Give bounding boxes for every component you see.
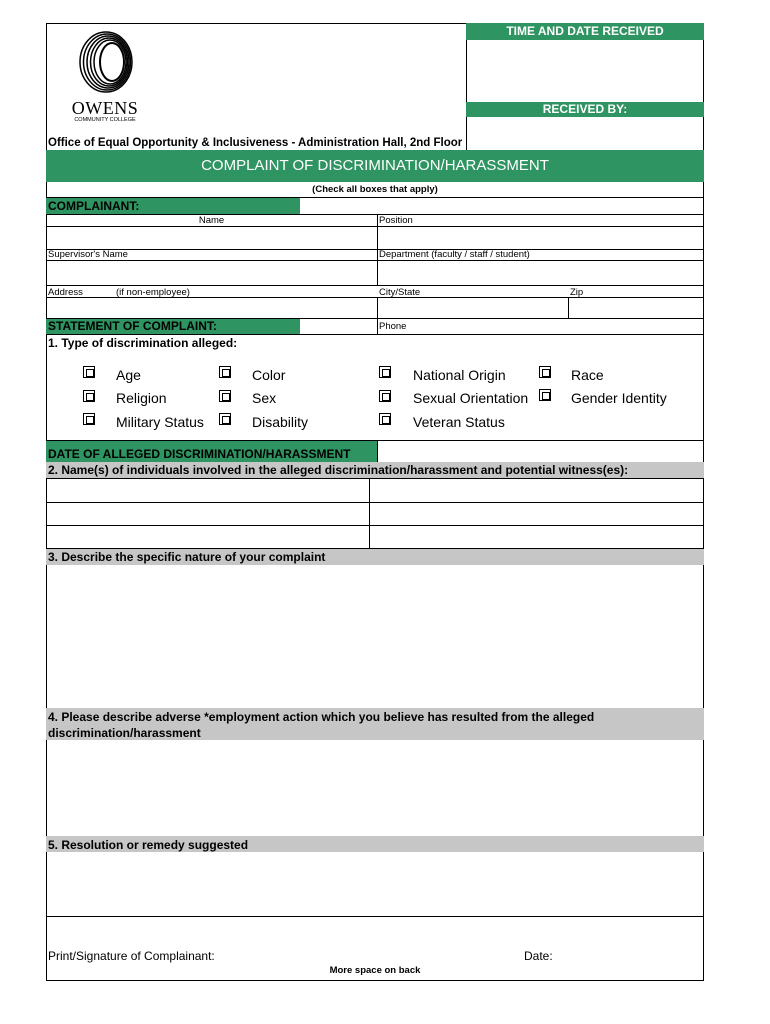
address-label: Address: [48, 287, 83, 298]
city-state-field[interactable]: [378, 298, 567, 318]
owens-logo-mark: [74, 28, 142, 96]
question-1: 1. Type of discrimination alleged:: [48, 336, 238, 350]
sex-checkbox[interactable]: [219, 390, 231, 402]
option-religion: Religion: [116, 390, 167, 406]
date-label: Date:: [524, 949, 553, 963]
zip-field[interactable]: [569, 298, 703, 318]
logo-subtitle: COMMUNITY COLLEGE: [74, 117, 136, 123]
disability-checkbox[interactable]: [219, 413, 231, 425]
department-field[interactable]: [378, 261, 703, 285]
time-received-field[interactable]: [466, 40, 704, 102]
witness-field-1[interactable]: [47, 479, 368, 501]
question-4-line1: 4. Please describe adverse *employment action which you believe has resulted from the alleged: [48, 710, 595, 724]
position-field[interactable]: [378, 227, 703, 249]
age-checkbox[interactable]: [83, 366, 95, 378]
adverse-action-field[interactable]: [47, 741, 703, 836]
complainant-heading: COMPLAINANT:: [46, 198, 300, 214]
signature-label: Print/Signature of Complainant:: [48, 949, 215, 963]
veteran-status-checkbox[interactable]: [379, 413, 391, 425]
national-origin-checkbox[interactable]: [379, 366, 391, 378]
military-status-checkbox[interactable]: [83, 413, 95, 425]
gender-identity-checkbox[interactable]: [539, 389, 551, 401]
logo-wordmark: OWENS: [71, 98, 139, 118]
question-4-line2: discrimination/harassment: [48, 726, 201, 740]
address-note: (if non-employee): [116, 287, 190, 298]
check-instruction: (Check all boxes that apply): [312, 184, 438, 195]
office-line: Office of Equal Opportunity & Inclusiveness - Administration Hall, 2nd Floor: [48, 137, 463, 149]
statement-heading: STATEMENT OF COMPLAINT:: [46, 319, 300, 334]
received-by-field[interactable]: [466, 117, 704, 150]
witness-field-2[interactable]: [370, 479, 703, 501]
name-label: Name: [198, 215, 225, 226]
witness-field-3[interactable]: [47, 503, 368, 525]
name-field[interactable]: [47, 227, 376, 249]
option-gender-identity: Gender Identity: [571, 390, 667, 406]
witness-field-6[interactable]: [370, 526, 703, 548]
signature-field[interactable]: [226, 944, 516, 964]
department-label: Department (faculty / staff / student): [379, 249, 530, 260]
supervisor-field[interactable]: [47, 261, 376, 285]
option-veteran-status: Veteran Status: [413, 414, 505, 430]
option-color: Color: [252, 367, 286, 383]
option-national-origin: National Origin: [413, 367, 506, 383]
position-label: Position: [379, 215, 413, 226]
option-disability: Disability: [252, 414, 309, 430]
phone-field[interactable]: [378, 319, 703, 334]
time-received-label: TIME AND DATE RECEIVED: [466, 23, 704, 40]
zip-label: Zip: [570, 287, 584, 298]
complaint-description-field[interactable]: [47, 566, 703, 708]
phone-label: Phone: [379, 321, 407, 332]
date-alleged-field[interactable]: [378, 441, 703, 462]
religion-checkbox[interactable]: [83, 390, 95, 402]
supervisor-label: Supervisor's Name: [48, 249, 128, 260]
more-space-note: More space on back: [329, 965, 421, 976]
question-5: 5. Resolution or remedy suggested: [48, 838, 249, 852]
remedy-field[interactable]: [47, 853, 703, 915]
form-title: COMPLAINT OF DISCRIMINATION/HARASSMENT: [46, 150, 704, 182]
sexual-orientation-checkbox[interactable]: [379, 390, 391, 402]
option-age: Age: [116, 367, 141, 383]
address-field[interactable]: [47, 298, 376, 318]
option-race: Race: [571, 367, 604, 383]
option-military-status: Military Status: [116, 414, 204, 430]
option-sexual-orientation: Sexual Orientation: [413, 390, 529, 406]
option-sex: Sex: [252, 390, 277, 406]
date-field[interactable]: [560, 944, 700, 964]
race-checkbox[interactable]: [539, 366, 551, 378]
witness-field-5[interactable]: [47, 526, 368, 548]
date-alleged-heading: DATE OF ALLEGED DISCRIMINATION/HARASSMENT: [46, 441, 377, 462]
question-3: 3. Describe the specific nature of your complaint: [48, 550, 326, 564]
color-checkbox[interactable]: [219, 366, 231, 378]
received-by-label: RECEIVED BY:: [466, 102, 704, 117]
question-2: 2. Name(s) of individuals involved in the alleged discrimination/harassment and potential witness(es):: [48, 463, 629, 477]
city-state-label: City/State: [379, 287, 421, 298]
witness-field-4[interactable]: [370, 503, 703, 525]
